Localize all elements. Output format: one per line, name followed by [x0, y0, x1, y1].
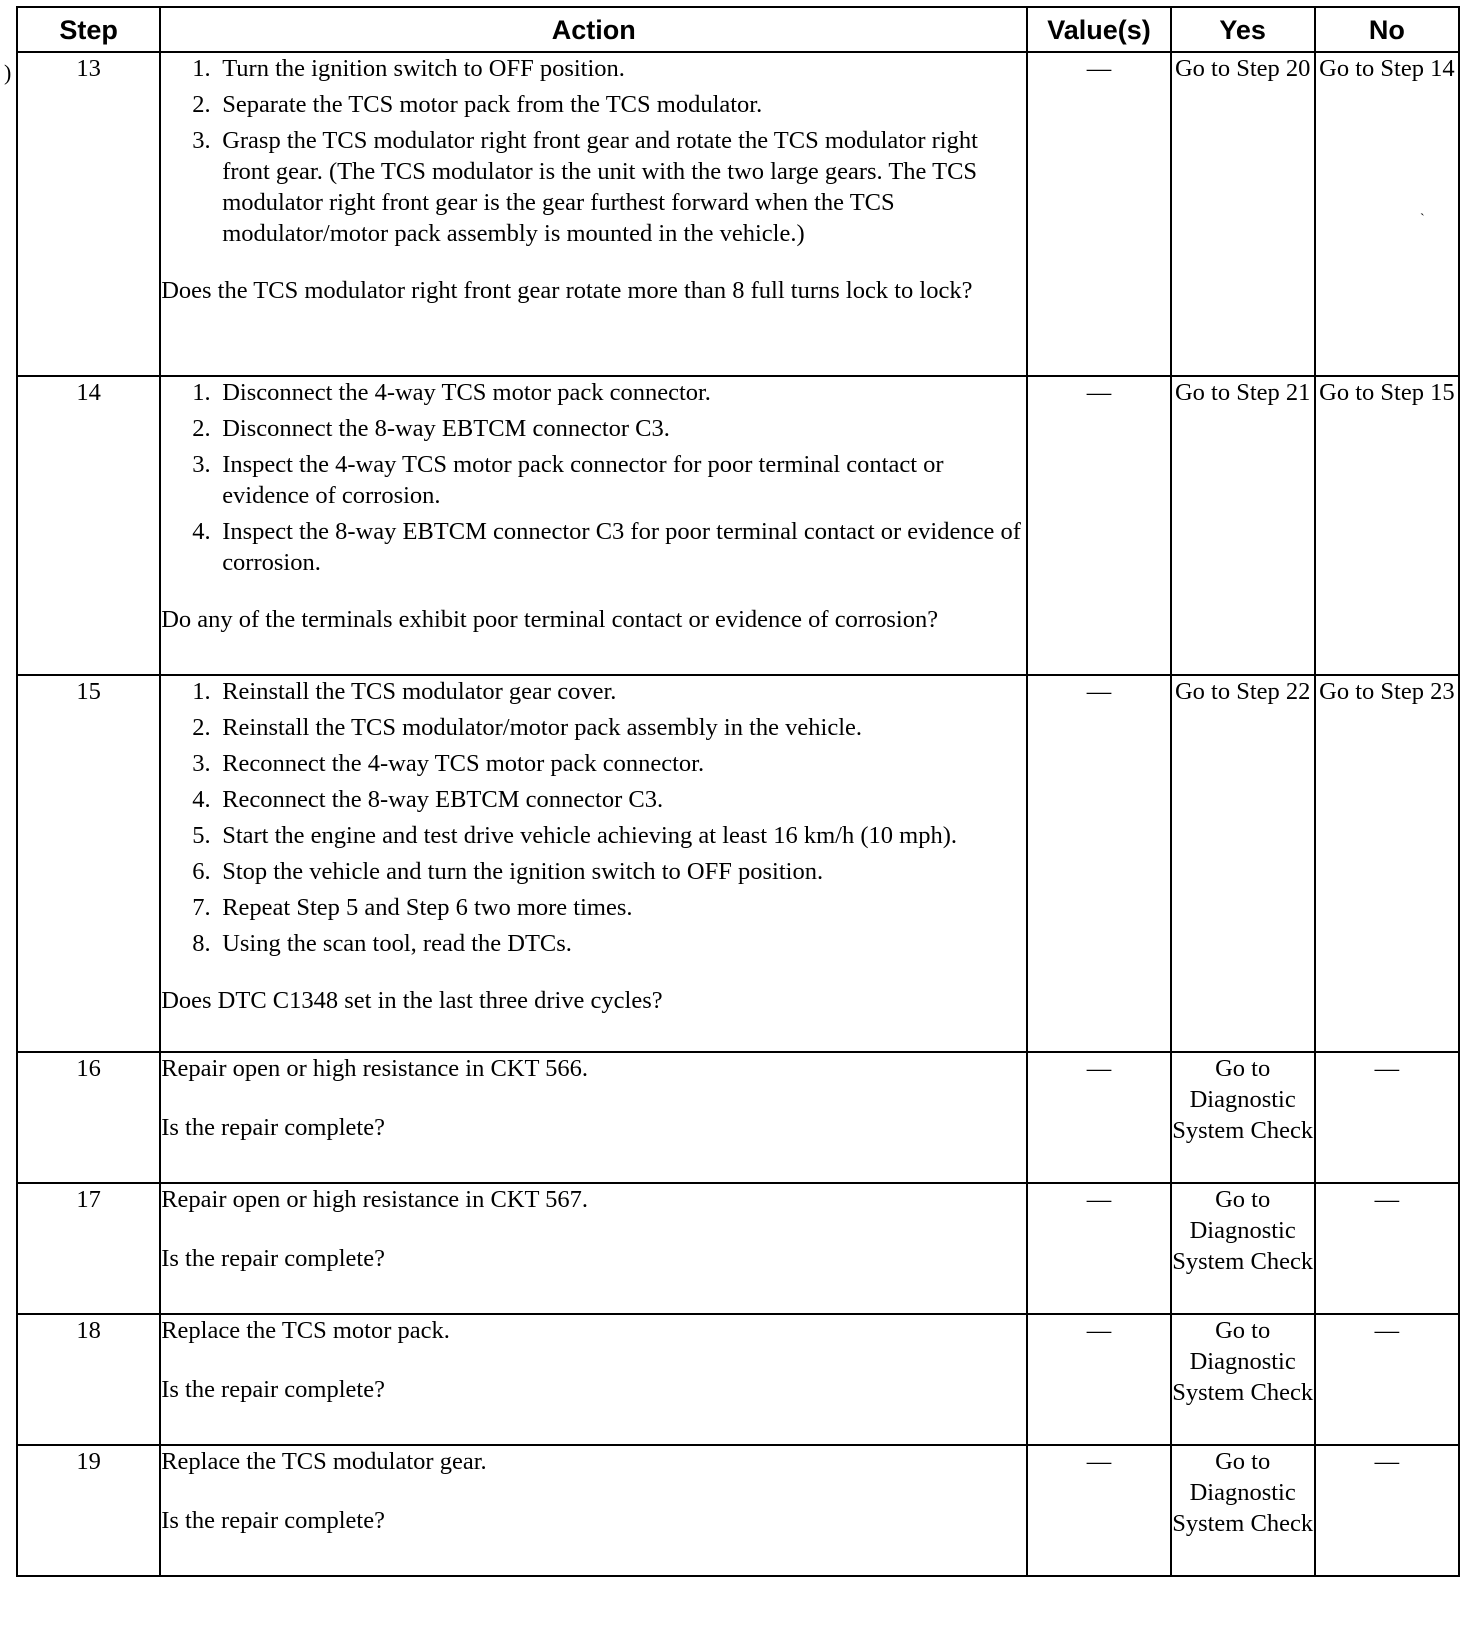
step-number: 14: [17, 376, 160, 675]
step-number: 13: [17, 52, 160, 376]
yes-cell: Go to Diagnostic System Check: [1171, 1445, 1315, 1576]
action-cell: [160, 1445, 1027, 1576]
action-step: 4. Reconnect the 8-way EBTCM connector C3.: [192, 786, 664, 813]
no-cell: —: [1315, 1314, 1459, 1445]
action-question: Does the TCS modulator right front gear rotate more than 8 full turns lock to lock?: [161, 277, 973, 304]
no-cell: —: [1315, 1052, 1459, 1183]
yes-cell: Go to Step 20: [1171, 52, 1315, 376]
header-step: Step: [17, 7, 160, 52]
yes-cell: Go to Step 22: [1171, 675, 1315, 1052]
action-cell: [160, 1183, 1027, 1314]
header-values: Value(s): [1027, 7, 1170, 52]
action-steps: [161, 377, 1026, 578]
action-step: 3. Reconnect the 4-way TCS motor pack connector.: [192, 750, 705, 777]
no-cell: Go to Step 23: [1315, 675, 1459, 1052]
action-step: 2. Disconnect the 8-way EBTCM connector C3.: [192, 415, 670, 442]
value-cell: —: [1027, 52, 1170, 376]
action-question: Is the repair complete?: [161, 1114, 385, 1141]
header-yes: Yes: [1171, 7, 1315, 52]
action-steps: [161, 53, 1026, 249]
action-step: 4. Inspect the 8-way EBTCM connector C3 for poor terminal contact or evidence of corrosion.: [192, 518, 1021, 576]
value-cell: —: [1027, 1314, 1170, 1445]
action-question: Do any of the terminals exhibit poor terminal contact or evidence of corrosion?: [161, 606, 939, 633]
action-question: Is the repair complete?: [161, 1245, 385, 1272]
table-row: [17, 1314, 1459, 1445]
header-row: [17, 7, 1459, 52]
value-cell: —: [1027, 1445, 1170, 1576]
action-step: 5. Start the engine and test drive vehicle achieving at least 16 km/h (10 mph).: [192, 822, 957, 849]
action-question: Is the repair complete?: [161, 1507, 385, 1534]
value-cell: —: [1027, 675, 1170, 1052]
yes-cell: Go to Diagnostic System Check: [1171, 1314, 1315, 1445]
value-cell: —: [1027, 1183, 1170, 1314]
action-cell: [160, 1052, 1027, 1183]
step-number: 17: [17, 1183, 160, 1314]
step-number: 18: [17, 1314, 160, 1445]
table-row: [17, 376, 1459, 675]
action-steps: [161, 676, 1026, 959]
action-cell: [160, 376, 1027, 675]
no-cell: —: [1315, 1445, 1459, 1576]
action-step: 6. Stop the vehicle and turn the ignition switch to OFF position.: [192, 858, 824, 885]
action-text: Replace the TCS motor pack.: [161, 1317, 450, 1344]
value-cell: —: [1027, 376, 1170, 675]
action-step: 3. Grasp the TCS modulator right front gear and rotate the TCS modulator right front gear. (The TCS modulator is the unit with the two large gears. The TCS modulator right front gear is the gear furthest forward when the TCS modulator/motor pack assembly is mounted in the vehicle.): [192, 127, 978, 247]
action-text: Replace the TCS modulator gear.: [161, 1448, 487, 1475]
action-step: 2. Separate the TCS motor pack from the TCS modulator.: [192, 91, 763, 118]
table-row: [17, 675, 1459, 1052]
margin-mark: ): [4, 60, 12, 85]
diagnostic-table: [16, 6, 1460, 1577]
yes-cell: Go to Diagnostic System Check: [1171, 1052, 1315, 1183]
action-step: 3. Inspect the 4-way TCS motor pack connector for poor terminal contact or evidence of corrosion.: [192, 451, 944, 509]
action-text: Repair open or high resistance in CKT 566.: [161, 1055, 589, 1082]
action-step: 7. Repeat Step 5 and Step 6 two more times.: [192, 894, 633, 921]
action-step: 1. Reinstall the TCS modulator gear cover.: [192, 678, 617, 705]
table-row: [17, 1052, 1459, 1183]
action-step: 1. Disconnect the 4-way TCS motor pack connector.: [192, 379, 711, 406]
no-cell: Go to Step 15: [1315, 376, 1459, 675]
action-step: 1. Turn the ignition switch to OFF position.: [192, 55, 625, 82]
no-cell: Go to Step 14: [1315, 52, 1459, 376]
action-step: 2. Reinstall the TCS modulator/motor pack assembly in the vehicle.: [192, 714, 863, 741]
action-text: Repair open or high resistance in CKT 567.: [161, 1186, 589, 1213]
value-cell: —: [1027, 1052, 1170, 1183]
table-row: [17, 1183, 1459, 1314]
action-step: 8. Using the scan tool, read the DTCs.: [192, 930, 572, 957]
step-number: 19: [17, 1445, 160, 1576]
action-cell: [160, 1314, 1027, 1445]
header-action: Action: [160, 7, 1027, 52]
yes-cell: Go to Step 21: [1171, 376, 1315, 675]
action-question: Does DTC C1348 set in the last three drive cycles?: [161, 987, 663, 1014]
action-cell: [160, 52, 1027, 376]
step-number: 16: [17, 1052, 160, 1183]
header-no: No: [1315, 7, 1459, 52]
yes-cell: Go to Diagnostic System Check: [1171, 1183, 1315, 1314]
step-number: 15: [17, 675, 160, 1052]
action-cell: [160, 675, 1027, 1052]
action-question: Is the repair complete?: [161, 1376, 385, 1403]
table-row: [17, 1445, 1459, 1576]
stray-mark: ˋ: [1420, 212, 1425, 227]
no-cell: —: [1315, 1183, 1459, 1314]
table-row: [17, 52, 1459, 376]
